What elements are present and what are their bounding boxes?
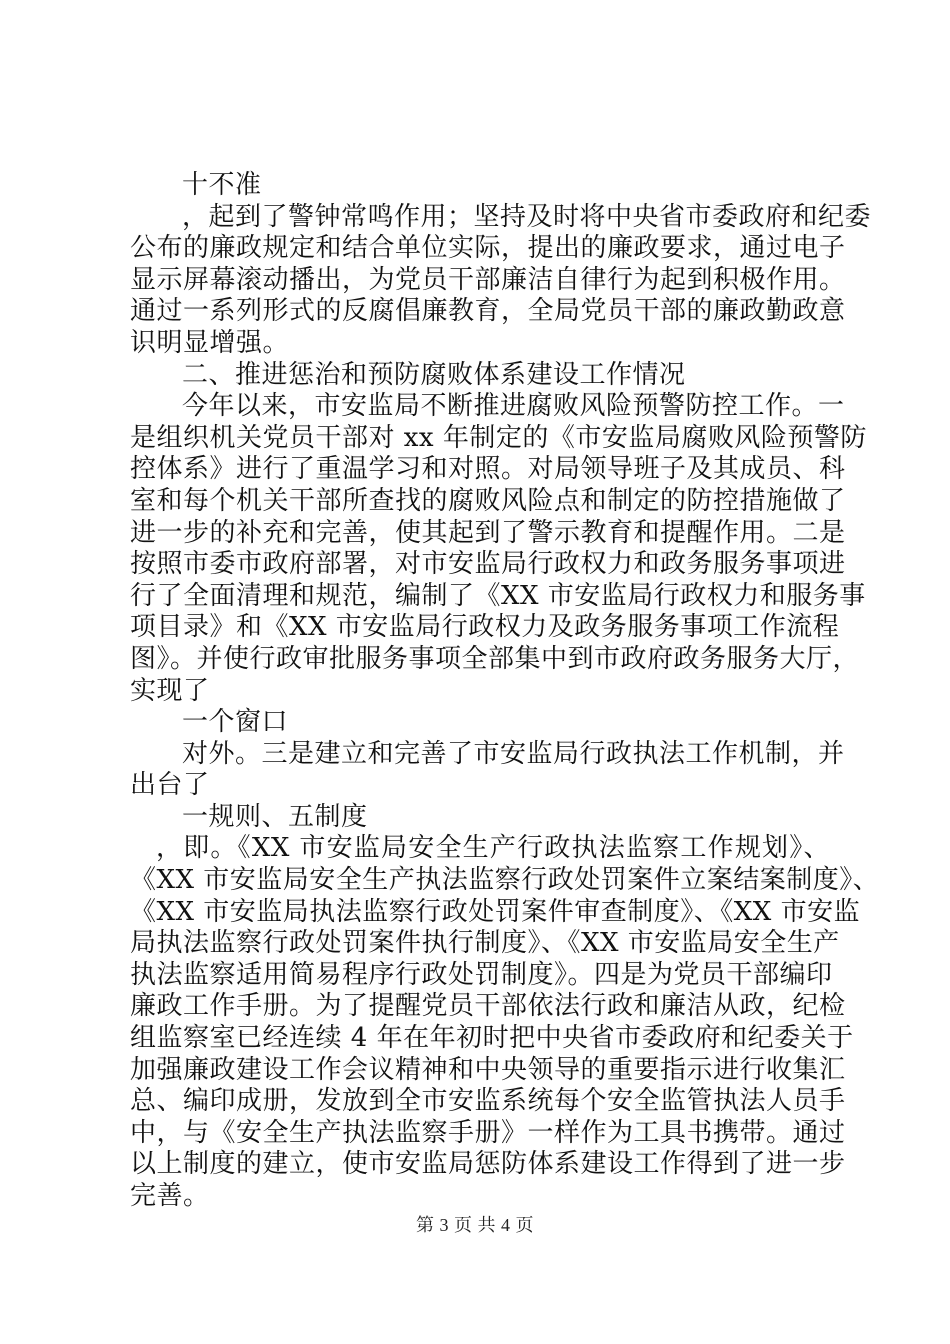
text-line: 以上制度的建立，使市安监局惩防体系建设工作得到了进一步 bbox=[130, 1149, 846, 1180]
text-line: ，即。《XX 市安监局安全生产行政执法监察工作规划》、 bbox=[156, 833, 830, 864]
text-line: 《XX 市安监局执法监察行政处罚案件审查制度》、《XX 市安监 bbox=[130, 896, 861, 927]
text-line: 完善。 bbox=[130, 1181, 210, 1211]
text-line: 执法监察适用简易程序行政处罚制度》。四是为党员干部编印 bbox=[130, 959, 833, 990]
text-line: 一规则、五制度 bbox=[182, 801, 368, 832]
text-line: 实现了 bbox=[130, 675, 210, 706]
text-line: ，起到了警钟常鸣作用；坚持及时将中央省市委政府和纪委 bbox=[182, 201, 872, 232]
document-body bbox=[130, 170, 880, 1213]
text-line: 出台了 bbox=[130, 770, 210, 801]
text-line: 中，与《安全生产执法监察手册》一样作为工具书携带。通过 bbox=[130, 1117, 846, 1148]
text-line: 《XX 市安监局安全生产执法监察行政处罚案件立案结案制度》、 bbox=[130, 865, 880, 896]
text-line: 进一步的补充和完善，使其起到了警示教育和提醒作用。二是 bbox=[130, 517, 846, 548]
text-line: 对外。三是建立和完善了市安监局行政执法工作机制，并 bbox=[182, 738, 845, 769]
text-line: 室和每个机关干部所查找的腐败风险点和制定的防控措施做了 bbox=[130, 485, 846, 516]
text-line: 通过一系列形式的反腐倡廉教育，全局党员干部的廉政勤政意 bbox=[130, 296, 846, 327]
text-line: 是组织机关党员干部对 xx 年制定的《市安监局腐败风险预警防 bbox=[130, 422, 867, 453]
text-line: 廉政工作手册。为了提醒党员干部依法行政和廉洁从政，纪检 bbox=[130, 991, 846, 1022]
text-line: 按照市委市政府部署，对市安监局行政权力和政务服务事项进 bbox=[130, 549, 846, 580]
text-line: 项目录》和《XX 市安监局行政权力及政务服务事项工作流程 bbox=[130, 612, 840, 643]
text-line: 今年以来，市安监局不断推进腐败风险预警防控工作。一 bbox=[182, 391, 845, 422]
text-line: 公布的廉政规定和结合单位实际，提出的廉政要求，通过电子 bbox=[130, 233, 846, 264]
text-line: 显示屏幕滚动播出，为党员干部廉洁自律行为起到积极作用。 bbox=[130, 264, 846, 295]
text-line: 总、编印成册，发放到全市安监系统每个安全监管执法人员手 bbox=[130, 1086, 846, 1117]
text-line: 组监察室已经连续 4 年在年初时把中央省市委政府和纪委关于 bbox=[130, 1023, 854, 1054]
text-line: 十不准 bbox=[182, 170, 262, 200]
section-heading: 二、推进惩治和预防腐败体系建设工作情况 bbox=[182, 359, 686, 390]
text-line: 识明显增强。 bbox=[130, 327, 290, 358]
text-line: 控体系》进行了重温学习和对照。对局领导班子及其成员、科 bbox=[130, 454, 846, 485]
text-line: 加强廉政建设工作会议精神和中央领导的重要指示进行收集汇 bbox=[130, 1054, 846, 1085]
text-line: 图》。并使行政审批服务事项全部集中到市政府政务服务大厅， bbox=[130, 643, 860, 674]
text-line: 局执法监察行政处罚案件执行制度》、《XX 市安监局安全生产 bbox=[130, 928, 840, 959]
text-line: 行了全面清理和规范，编制了《XX 市安监局行政权力和服务事 bbox=[130, 580, 866, 611]
page-number: 第 3 页 共 4 页 bbox=[416, 1215, 534, 1235]
text-line: 一个窗口 bbox=[182, 707, 289, 738]
